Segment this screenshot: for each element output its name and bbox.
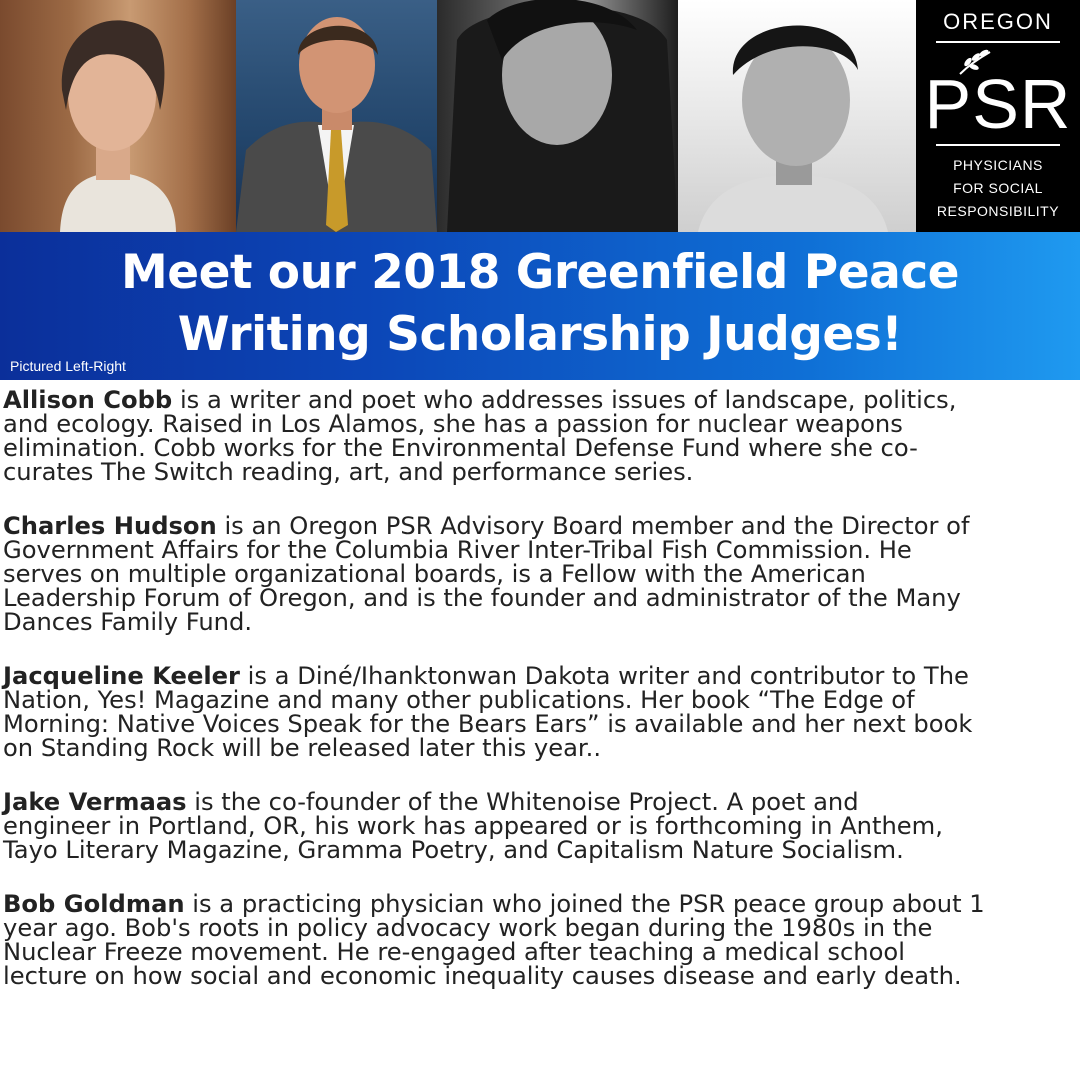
bio-text: is a Diné/Ihanktonwan Dakota writer and contributor to The Nation, Yes! Magazine and many other publications. Her book “The Edge of Morning: Native Voices Speak for the Bears Ears” is available and her next book on Standing Rock will be released later this year.. <box>3 662 973 762</box>
logo-divider <box>936 41 1060 43</box>
portrait-silhouette-icon <box>0 0 236 232</box>
bio-text: is a writer and poet who addresses issues of landscape, politics, and ecology. Raised in Los Alamos, she has a passion for nuclear weapons elimination. Cobb works for the Environmental Defense Fund where she co- curates The Switch reading, art, and performance series. <box>3 386 957 486</box>
title-line-1: Meet our 2018 Greenfield Peace <box>120 245 960 300</box>
bio-allison-cobb <box>3 388 1080 484</box>
bio-name: Jake Vermaas <box>3 788 187 816</box>
logo-line: FOR SOCIAL <box>953 180 1043 196</box>
bio-name: Jacqueline Keeler <box>3 662 240 690</box>
judge-bios <box>3 388 1080 1018</box>
portrait-silhouette-icon <box>678 0 916 232</box>
oregon-psr-logo <box>916 0 1080 232</box>
logo-line: RESPONSIBILITY <box>936 203 1060 219</box>
bio-text: is a practicing physician who joined the PSR peace group about 1 year ago. Bob's roots in policy advocacy work began during the 1980s in the Nuclear Freeze movement. He re-engaged after teaching a medical school lecture on how social and economic inequality causes disease and early death. <box>3 890 985 990</box>
bio-name: Charles Hudson <box>3 512 217 540</box>
title-line-2: Writing Scholarship Judges! <box>177 307 903 362</box>
bio-text: is an Oregon PSR Advisory Board member and the Director of Government Affairs for the Columbia River Inter-Tribal Fish Commission. He serves on multiple organizational boards, is a Fellow with the American Leadership Forum of Oregon, and is the founder and administrator of the Many Dances Family Fund. <box>3 512 970 636</box>
bio-name: Allison Cobb <box>3 386 173 414</box>
logo-region: OREGON <box>943 9 1053 34</box>
title-banner <box>0 232 1080 380</box>
page-title <box>40 242 1040 366</box>
logo-line: PHYSICIANS <box>953 157 1043 173</box>
photo-charles-hudson <box>236 0 437 232</box>
logo-divider <box>936 144 1060 146</box>
portrait-silhouette-icon <box>437 0 678 232</box>
bio-name: Bob Goldman <box>3 890 185 918</box>
photo-allison-cobb <box>0 0 236 232</box>
bio-bob-goldman <box>3 892 1080 988</box>
portrait-silhouette-icon <box>236 0 437 232</box>
logo-acronym: PSR <box>924 65 1072 143</box>
bio-text: is the co-founder of the Whitenoise Project. A poet and engineer in Portland, OR, his work has appeared or is forthcoming in Anthem, Tayo Literary Magazine, Gramma Poetry, and Capitalism Nature Socialism. <box>3 788 943 864</box>
photo-jacqueline-keeler <box>437 0 678 232</box>
photo-jake-vermaas <box>678 0 916 232</box>
bio-jake-vermaas <box>3 790 1080 862</box>
bio-jacqueline-keeler <box>3 664 1080 760</box>
bio-charles-hudson <box>3 514 1080 634</box>
photo-caption: Pictured Left-Right <box>10 358 126 374</box>
